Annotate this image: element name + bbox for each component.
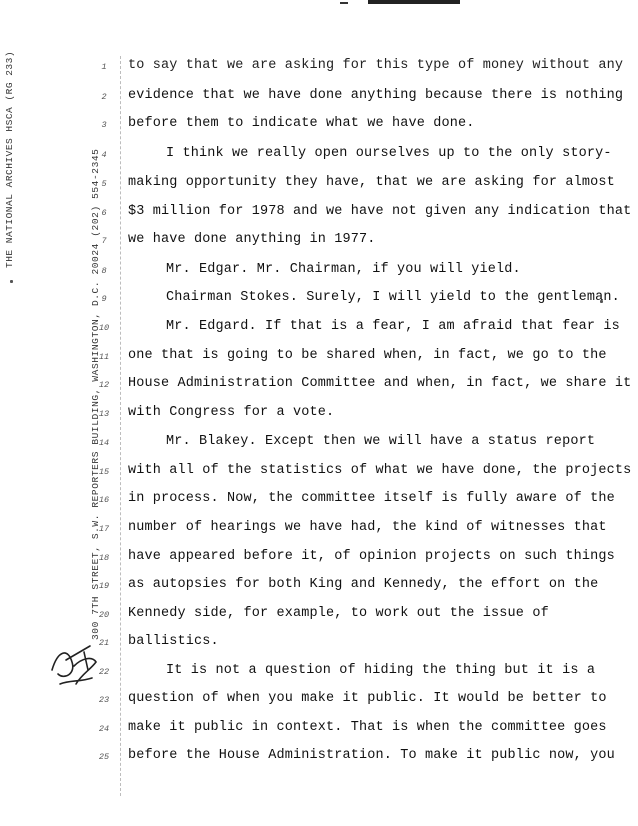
line-number: 18: [98, 553, 110, 563]
transcript-line: as autopsies for both King and Kennedy, the effort on the: [128, 577, 599, 592]
transcript-line: making opportunity they have, that we are asking for almost: [128, 175, 615, 190]
line-number: 17: [98, 524, 110, 534]
line-number: 25: [98, 752, 110, 762]
transcript-line: $3 million for 1978 and we have not given any indication that: [128, 204, 632, 219]
handwritten-initials: [46, 640, 102, 692]
line-number: 2: [101, 92, 107, 102]
transcript-line: Mr. Edgard. If that is a fear, I am afraid that fear is: [166, 319, 620, 334]
line-number: 19: [98, 581, 110, 591]
transcript-line: before the House Administration. To make it public now, you: [128, 748, 615, 763]
line-number: 1: [101, 62, 107, 72]
margin-speck: [10, 280, 13, 283]
transcript-line: with Congress for a vote.: [128, 405, 335, 420]
transcript-line: question of when you make it public. It would be better to: [128, 691, 607, 706]
top-edge-mark: [368, 0, 460, 4]
transcript-line: before them to indicate what we have done.: [128, 116, 475, 131]
transcript-line: make it public in context. That is when the committee goes: [128, 720, 607, 735]
line-number: 12: [98, 380, 110, 390]
line-number: 23: [98, 695, 110, 705]
transcript-line: Mr. Edgar. Mr. Chairman, if you will yield.: [166, 262, 521, 277]
transcript-line: have appeared before it, of opinion projects on such things: [128, 549, 615, 564]
transcript-line: ballistics.: [128, 634, 219, 649]
line-number: 5: [101, 179, 107, 189]
transcript-line: with all of the statistics of what we have done, the projects: [128, 463, 632, 478]
margin-rule: [120, 56, 122, 796]
line-number: 9: [101, 294, 107, 304]
line-number: 10: [98, 323, 110, 333]
line-number: 20: [98, 610, 110, 620]
line-number: 16: [98, 495, 110, 505]
line-number: 24: [98, 724, 110, 734]
archive-stamp: THE NATIONAL ARCHIVES HSCA (RG 233): [4, 50, 15, 268]
line-number: 11: [98, 352, 110, 362]
line-number: 6: [101, 208, 107, 218]
transcript-line: we have done anything in 1977.: [128, 232, 376, 247]
line-number: 21: [98, 638, 110, 648]
transcript-line: Chairman Stokes. Surely, I will yield to the gentleman.: [166, 290, 620, 305]
transcript-line: to say that we are asking for this type of money without any: [128, 58, 624, 73]
line-number: 15: [98, 467, 110, 477]
transcript-line: one that is going to be shared when, in fact, we go to the: [128, 348, 607, 363]
transcript-line: It is not a question of hiding the thing but it is a: [166, 663, 596, 678]
line-number: 8: [101, 266, 107, 276]
line-number: 7: [101, 236, 107, 246]
transcript-line: in process. Now, the committee itself is fully aware of the: [128, 491, 615, 506]
line-number: 22: [98, 667, 110, 677]
line-number: 4: [101, 150, 107, 160]
transcript-line: Mr. Blakey. Except then we will have a status report: [166, 434, 596, 449]
line-number: 13: [98, 409, 110, 419]
line-number: 3: [101, 120, 107, 130]
transcript-line: number of hearings we have had, the kind of witnesses that: [128, 520, 607, 535]
transcript-line: I think we really open ourselves up to the only story-: [166, 146, 612, 161]
reporter-address-stamp: 300 7TH STREET, S.W. REPORTERS BUILDING, WASHINGTON, D.C. 20024 (202) 554-2345: [90, 148, 101, 640]
top-edge-mark-small: [340, 2, 348, 4]
line-number: 14: [98, 438, 110, 448]
transcript-line: evidence that we have done anything because there is nothing: [128, 88, 624, 103]
transcript-line: Kennedy side, for example, to work out the issue of: [128, 606, 549, 621]
transcript-line: House Administration Committee and when, in fact, we share it: [128, 376, 632, 391]
